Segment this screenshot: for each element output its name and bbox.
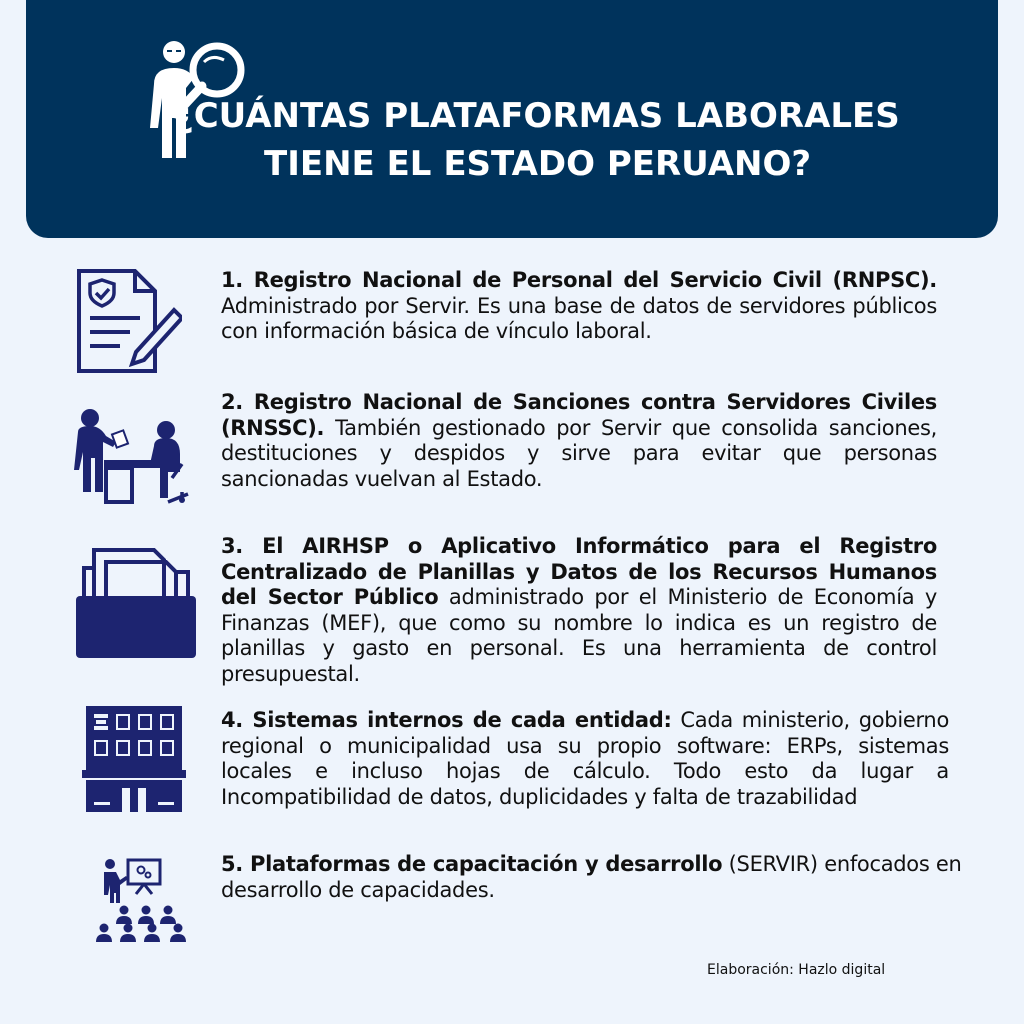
building-icon: [82, 706, 186, 812]
item-1-body: Administrado por Servir. Es una base de datos de servidores públicos con información básica de vínculo laboral.: [221, 293, 937, 343]
item-5-body: (SERVIR) enfocados en desarrollo de capacidades.: [221, 852, 962, 902]
item-2-body: También gestionado por Servir que consolida sanciones, destituciones y despidos y sirve para evitar que personas sancionadas vuelvan al Estado.: [221, 415, 937, 491]
item-3-text: [221, 534, 937, 687]
document-shield-pen-icon: [76, 268, 182, 374]
footer-credit: Elaboración: Hazlo digital: [707, 962, 886, 978]
title-line-1: ¿CUÁNTAS PLATAFORMAS LABORALES: [174, 96, 900, 136]
item-3-title: 3. El AIRHSP o Aplicativo Informático para el Registro Centralizado de Planillas y Datos de los Recursos Humanos del Sector Público: [221, 534, 937, 609]
item-5-text: [221, 852, 969, 903]
item-4-body: Cada ministerio, gobierno regional o municipalidad usa su propio software: ERPs, sistemas locales e incluso hojas de cálculo. Todo esto da lugar a Incompatibilidad de datos, duplicidades y falta de trazabilidad: [221, 708, 949, 809]
training-presentation-icon: [94, 858, 196, 944]
item-1-title: 1. Registro Nacional de Personal del Servicio Civil (RNPSC).: [221, 268, 937, 292]
item-1-text: [221, 268, 937, 345]
header-banner: [26, 0, 998, 238]
item-5-title: 5. Plataformas de capacitación y desarrollo: [221, 852, 723, 876]
office-desk-people-icon: [74, 408, 196, 504]
item-4-text: [221, 708, 949, 810]
item-4-title: 4. Sistemas internos de cada entidad:: [221, 708, 672, 732]
item-2-title: 2. Registro Nacional de Sanciones contra Servidores Civiles (RNSSC).: [221, 390, 937, 440]
folder-files-icon: [76, 548, 196, 660]
item-2-text: [221, 390, 937, 492]
item-3-body: administrado por el Ministerio de Economía y Finanzas (MEF), que como su nombre lo indica es un registro de planillas y gasto en personal. Es una herramienta de control presupuestal.: [221, 585, 937, 686]
title-line-2: TIENE EL ESTADO PERUANO?: [264, 144, 812, 184]
